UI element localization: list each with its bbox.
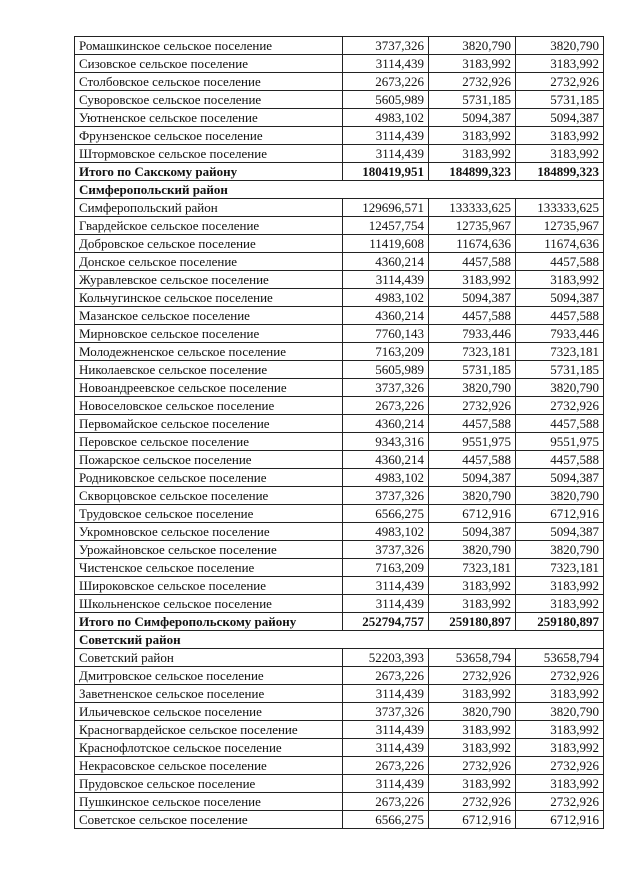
settlement-name-cell: Заветненское сельское поселение (75, 685, 343, 703)
section-header-row (75, 181, 604, 199)
value-cell-3: 7323,181 (516, 559, 604, 577)
table-row (75, 145, 604, 163)
value-cell-1: 7163,209 (343, 559, 429, 577)
value-cell-3: 3820,790 (516, 487, 604, 505)
value-cell-3: 3183,992 (516, 271, 604, 289)
value-cell-2: 5094,387 (429, 109, 516, 127)
value-cell-3: 3183,992 (516, 577, 604, 595)
settlement-name-cell: Ильичевское сельское поселение (75, 703, 343, 721)
settlement-name-cell: Симферопольский район (75, 199, 343, 217)
table-row (75, 307, 604, 325)
value-cell-2: 4457,588 (429, 415, 516, 433)
table-row (75, 91, 604, 109)
value-cell-1: 3737,326 (343, 541, 429, 559)
value-cell-1: 7163,209 (343, 343, 429, 361)
value-cell-3: 5094,387 (516, 109, 604, 127)
settlement-name-cell: Пожарское сельское поселение (75, 451, 343, 469)
table-row (75, 487, 604, 505)
table-row (75, 595, 604, 613)
value-cell-2: 7323,181 (429, 343, 516, 361)
value-cell-1: 5605,989 (343, 361, 429, 379)
table-row (75, 793, 604, 811)
table-row (75, 433, 604, 451)
value-cell-2: 133333,625 (429, 199, 516, 217)
value-cell-1: 3737,326 (343, 379, 429, 397)
value-cell-2: 5094,387 (429, 469, 516, 487)
value-cell-3: 4457,588 (516, 415, 604, 433)
value-cell-3: 6712,916 (516, 811, 604, 829)
table-row (75, 199, 604, 217)
value-cell-3: 11674,636 (516, 235, 604, 253)
settlement-name-cell: Николаевское сельское поселение (75, 361, 343, 379)
value-cell-2: 4457,588 (429, 451, 516, 469)
total-row (75, 163, 604, 181)
value-cell-1: 6566,275 (343, 811, 429, 829)
value-cell-3: 7323,181 (516, 343, 604, 361)
value-cell-2: 12735,967 (429, 217, 516, 235)
table-row (75, 37, 604, 55)
value-cell-1: 3114,439 (343, 685, 429, 703)
settlement-name-cell: Советское сельское поселение (75, 811, 343, 829)
value-cell-3: 7933,446 (516, 325, 604, 343)
settlement-name-cell: Перовское сельское поселение (75, 433, 343, 451)
value-cell-2: 3183,992 (429, 577, 516, 595)
value-cell-2: 4457,588 (429, 253, 516, 271)
value-cell-2: 5731,185 (429, 361, 516, 379)
value-cell-2: 3820,790 (429, 37, 516, 55)
value-cell-2: 184899,323 (429, 163, 516, 181)
value-cell-2: 3183,992 (429, 739, 516, 757)
value-cell-2: 11674,636 (429, 235, 516, 253)
settlement-name-cell: Широковское сельское поселение (75, 577, 343, 595)
value-cell-1: 252794,757 (343, 613, 429, 631)
value-cell-1: 12457,754 (343, 217, 429, 235)
value-cell-2: 5731,185 (429, 91, 516, 109)
settlement-name-cell: Красногвардейское сельское поселение (75, 721, 343, 739)
settlement-name-cell: Некрасовское сельское поселение (75, 757, 343, 775)
value-cell-3: 3820,790 (516, 703, 604, 721)
value-cell-1: 3114,439 (343, 775, 429, 793)
value-cell-3: 4457,588 (516, 253, 604, 271)
value-cell-1: 3114,439 (343, 127, 429, 145)
value-cell-3: 5094,387 (516, 289, 604, 307)
settlement-name-cell: Укромновское сельское поселение (75, 523, 343, 541)
settlement-name-cell: Добровское сельское поселение (75, 235, 343, 253)
value-cell-3: 3183,992 (516, 739, 604, 757)
settlement-name-cell: Новоандреевское сельское поселение (75, 379, 343, 397)
value-cell-1: 2673,226 (343, 73, 429, 91)
value-cell-3: 2732,926 (516, 793, 604, 811)
value-cell-2: 2732,926 (429, 397, 516, 415)
value-cell-2: 3820,790 (429, 541, 516, 559)
value-cell-2: 3183,992 (429, 595, 516, 613)
value-cell-2: 9551,975 (429, 433, 516, 451)
settlement-name-cell: Мирновское сельское поселение (75, 325, 343, 343)
value-cell-2: 3183,992 (429, 685, 516, 703)
value-cell-2: 3183,992 (429, 55, 516, 73)
table-row (75, 451, 604, 469)
value-cell-2: 4457,588 (429, 307, 516, 325)
value-cell-3: 3183,992 (516, 775, 604, 793)
table-row (75, 325, 604, 343)
value-cell-3: 4457,588 (516, 451, 604, 469)
value-cell-3: 2732,926 (516, 397, 604, 415)
table-row (75, 397, 604, 415)
value-cell-2: 3183,992 (429, 271, 516, 289)
value-cell-1: 4360,214 (343, 415, 429, 433)
value-cell-3: 3820,790 (516, 379, 604, 397)
value-cell-3: 3183,992 (516, 145, 604, 163)
value-cell-3: 6712,916 (516, 505, 604, 523)
value-cell-2: 2732,926 (429, 793, 516, 811)
settlement-name-cell: Урожайновское сельское поселение (75, 541, 343, 559)
value-cell-3: 53658,794 (516, 649, 604, 667)
value-cell-2: 3183,992 (429, 775, 516, 793)
table-row (75, 523, 604, 541)
table-row (75, 55, 604, 73)
value-cell-2: 6712,916 (429, 811, 516, 829)
budget-table-body (75, 37, 604, 829)
settlement-name-cell: Новоселовское сельское поселение (75, 397, 343, 415)
value-cell-3: 2732,926 (516, 757, 604, 775)
value-cell-3: 3183,992 (516, 55, 604, 73)
value-cell-1: 7760,143 (343, 325, 429, 343)
value-cell-1: 5605,989 (343, 91, 429, 109)
value-cell-3: 259180,897 (516, 613, 604, 631)
table-row (75, 757, 604, 775)
table-row (75, 343, 604, 361)
value-cell-1: 4983,102 (343, 523, 429, 541)
settlement-name-cell: Трудовское сельское поселение (75, 505, 343, 523)
value-cell-1: 3114,439 (343, 145, 429, 163)
table-row (75, 235, 604, 253)
value-cell-1: 4983,102 (343, 469, 429, 487)
settlement-name-cell: Суворовское сельское поселение (75, 91, 343, 109)
section-header-row (75, 631, 604, 649)
settlement-name-cell: Уютненское сельское поселение (75, 109, 343, 127)
value-cell-2: 2732,926 (429, 73, 516, 91)
value-cell-3: 133333,625 (516, 199, 604, 217)
value-cell-1: 2673,226 (343, 667, 429, 685)
section-title: Симферопольский район (75, 181, 604, 199)
value-cell-1: 4360,214 (343, 253, 429, 271)
settlement-name-cell: Родниковское сельское поселение (75, 469, 343, 487)
value-cell-3: 184899,323 (516, 163, 604, 181)
value-cell-2: 3820,790 (429, 487, 516, 505)
value-cell-1: 3114,439 (343, 595, 429, 613)
table-row (75, 703, 604, 721)
value-cell-1: 3114,439 (343, 739, 429, 757)
settlement-name-cell: Краснофлотское сельское поселение (75, 739, 343, 757)
table-row (75, 217, 604, 235)
value-cell-2: 3183,992 (429, 145, 516, 163)
table-row (75, 127, 604, 145)
table-row (75, 685, 604, 703)
settlement-name-cell: Прудовское сельское поселение (75, 775, 343, 793)
table-row (75, 775, 604, 793)
table-row (75, 73, 604, 91)
value-cell-1: 2673,226 (343, 793, 429, 811)
value-cell-1: 4983,102 (343, 109, 429, 127)
budget-table (74, 36, 604, 829)
table-row (75, 811, 604, 829)
value-cell-1: 3737,326 (343, 703, 429, 721)
value-cell-1: 9343,316 (343, 433, 429, 451)
value-cell-1: 52203,393 (343, 649, 429, 667)
value-cell-1: 3114,439 (343, 721, 429, 739)
value-cell-3: 3183,992 (516, 685, 604, 703)
table-row (75, 271, 604, 289)
value-cell-3: 3183,992 (516, 721, 604, 739)
value-cell-1: 3114,439 (343, 271, 429, 289)
value-cell-3: 3183,992 (516, 595, 604, 613)
value-cell-2: 3820,790 (429, 379, 516, 397)
table-row (75, 415, 604, 433)
value-cell-3: 3183,992 (516, 127, 604, 145)
table-row (75, 505, 604, 523)
table-row (75, 289, 604, 307)
section-title: Советский район (75, 631, 604, 649)
value-cell-1: 6566,275 (343, 505, 429, 523)
value-cell-1: 4983,102 (343, 289, 429, 307)
table-row (75, 721, 604, 739)
value-cell-2: 3183,992 (429, 721, 516, 739)
table-row (75, 577, 604, 595)
settlement-name-cell: Кольчугинское сельское поселение (75, 289, 343, 307)
settlement-name-cell: Итого по Сакскому району (75, 163, 343, 181)
value-cell-2: 5094,387 (429, 289, 516, 307)
value-cell-3: 3820,790 (516, 541, 604, 559)
table-row (75, 559, 604, 577)
table-row (75, 253, 604, 271)
value-cell-1: 180419,951 (343, 163, 429, 181)
value-cell-1: 129696,571 (343, 199, 429, 217)
settlement-name-cell: Дмитровское сельское поселение (75, 667, 343, 685)
table-row (75, 361, 604, 379)
value-cell-2: 7933,446 (429, 325, 516, 343)
table-row (75, 667, 604, 685)
settlement-name-cell: Чистенское сельское поселение (75, 559, 343, 577)
table-row (75, 109, 604, 127)
value-cell-3: 2732,926 (516, 667, 604, 685)
settlement-name-cell: Штормовское сельское поселение (75, 145, 343, 163)
value-cell-3: 4457,588 (516, 307, 604, 325)
table-row (75, 379, 604, 397)
table-row (75, 541, 604, 559)
settlement-name-cell: Столбовское сельское поселение (75, 73, 343, 91)
settlement-name-cell: Скворцовское сельское поселение (75, 487, 343, 505)
value-cell-3: 9551,975 (516, 433, 604, 451)
value-cell-2: 7323,181 (429, 559, 516, 577)
value-cell-2: 3820,790 (429, 703, 516, 721)
settlement-name-cell: Советский район (75, 649, 343, 667)
value-cell-2: 5094,387 (429, 523, 516, 541)
value-cell-3: 5731,185 (516, 91, 604, 109)
value-cell-1: 4360,214 (343, 451, 429, 469)
value-cell-3: 5094,387 (516, 523, 604, 541)
settlement-name-cell: Журавлевское сельское поселение (75, 271, 343, 289)
value-cell-2: 259180,897 (429, 613, 516, 631)
table-row (75, 649, 604, 667)
settlement-name-cell: Молодежненское сельское поселение (75, 343, 343, 361)
total-row (75, 613, 604, 631)
value-cell-3: 3820,790 (516, 37, 604, 55)
value-cell-2: 2732,926 (429, 757, 516, 775)
settlement-name-cell: Первомайское сельское поселение (75, 415, 343, 433)
value-cell-1: 3114,439 (343, 577, 429, 595)
value-cell-3: 5731,185 (516, 361, 604, 379)
settlement-name-cell: Итого по Симферопольскому району (75, 613, 343, 631)
value-cell-1: 3737,326 (343, 37, 429, 55)
settlement-name-cell: Донское сельское поселение (75, 253, 343, 271)
value-cell-3: 5094,387 (516, 469, 604, 487)
value-cell-1: 11419,608 (343, 235, 429, 253)
value-cell-1: 4360,214 (343, 307, 429, 325)
value-cell-2: 6712,916 (429, 505, 516, 523)
settlement-name-cell: Пушкинское сельское поселение (75, 793, 343, 811)
settlement-name-cell: Школьненское сельское поселение (75, 595, 343, 613)
value-cell-2: 53658,794 (429, 649, 516, 667)
value-cell-3: 2732,926 (516, 73, 604, 91)
settlement-name-cell: Ромашкинское сельское поселение (75, 37, 343, 55)
value-cell-1: 2673,226 (343, 397, 429, 415)
value-cell-2: 2732,926 (429, 667, 516, 685)
table-row (75, 469, 604, 487)
value-cell-1: 2673,226 (343, 757, 429, 775)
value-cell-1: 3737,326 (343, 487, 429, 505)
settlement-name-cell: Сизовское сельское поселение (75, 55, 343, 73)
value-cell-2: 3183,992 (429, 127, 516, 145)
value-cell-1: 3114,439 (343, 55, 429, 73)
settlement-name-cell: Фрунзенское сельское поселение (75, 127, 343, 145)
settlement-name-cell: Гвардейское сельское поселение (75, 217, 343, 235)
table-row (75, 739, 604, 757)
value-cell-3: 12735,967 (516, 217, 604, 235)
settlement-name-cell: Мазанское сельское поселение (75, 307, 343, 325)
